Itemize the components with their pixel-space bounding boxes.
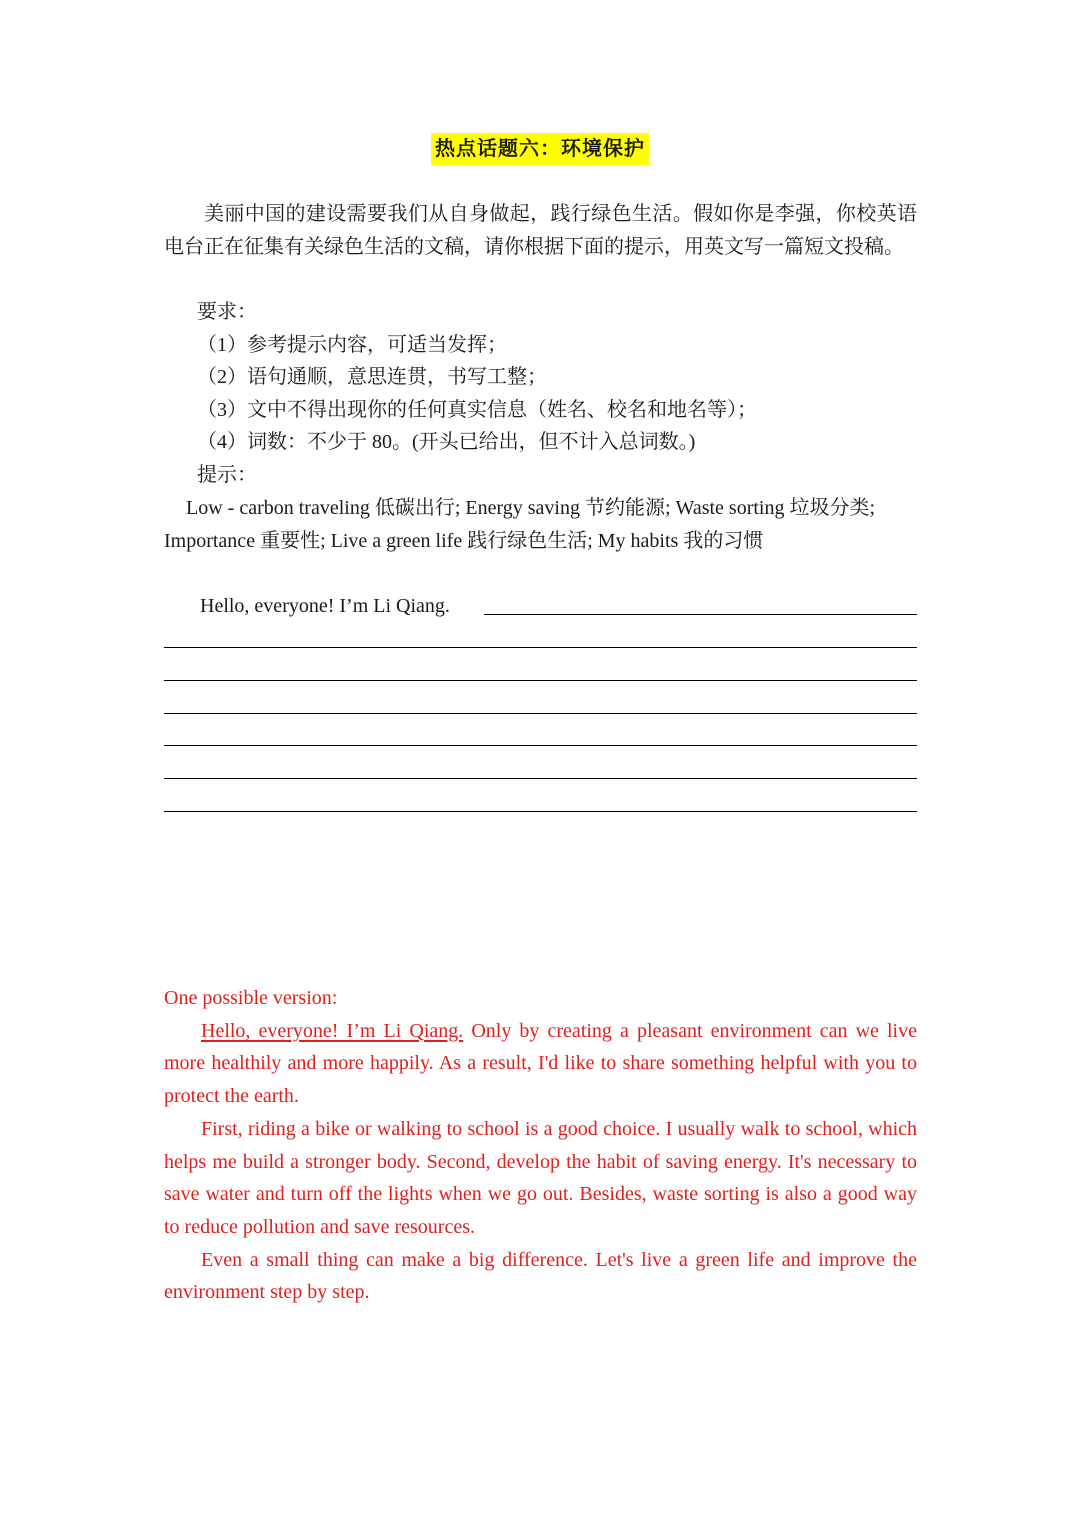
requirement-item: （2）语句通顺，意思连贯，书写工整； (197, 366, 547, 389)
answer-blank-line (164, 811, 917, 812)
requirements-heading: 要求： (197, 301, 257, 323)
requirement-item: （3）文中不得出现你的任何真实信息（姓名、校名和地名等）； (197, 398, 757, 421)
sample-answer-paragraph: First, riding a bike or walking to school is a good choice. I usually walk to school, which helps me build a stronger body. Second, develop the habit of saving energy. It's necessary to save water and turn off the lights when we go out. Besides, waste sorting is also a good way to reduce pollution and save resources. (164, 1117, 917, 1238)
sample-answer-paragraph (164, 1015, 917, 1113)
answer-blank-line (164, 647, 917, 648)
sample-answer-p1-text: Only by creating a pleasant environment can we live more healthily and more happily. As a result, I'd like to share something helpful with you to protect the earth. (164, 1019, 917, 1108)
hints-heading: 提示： (197, 463, 257, 486)
requirement-item: （4）词数：不少于 80。(开头已给出，但不计入总词数。) (197, 431, 696, 454)
sample-answer-label: One possible version: (164, 987, 338, 1009)
answer-blank-line (484, 614, 917, 615)
page-title: 热点话题六：环境保护 (431, 133, 649, 165)
writing-prompt: 美丽中国的建设需要我们从自身做起，践行绿色生活。假如你是李强，你校英语电台正在征集有关绿色生活的文稿，请你根据下面的提示，用英文写一篇短文投稿。 (164, 203, 917, 258)
sample-answer-paragraph: Even a small thing can make a big difference. Let's live a green life and improve the environment step by step. (164, 1248, 917, 1304)
answer-blank-line (164, 680, 917, 681)
answer-blank-line (164, 778, 917, 779)
requirement-item: （1）参考提示内容，可适当发挥； (197, 333, 507, 356)
sample-answer (164, 982, 917, 1309)
hints-text: Low - carbon traveling 低碳出行; Energy saving 节约能源; Waste sorting 垃圾分类; Importance 重要性; Live a green life 践行绿色生活; My habits 我的习惯 (164, 497, 876, 552)
title-container (0, 133, 1080, 165)
writing-start-sentence: Hello, everyone! I’m Li Qiang. (200, 595, 450, 617)
answer-blank-line (164, 745, 917, 746)
sample-answer-opening: Hello, everyone! I’m Li Qiang. (201, 1019, 464, 1042)
requirements (164, 296, 917, 492)
answer-blank-line (164, 713, 917, 714)
